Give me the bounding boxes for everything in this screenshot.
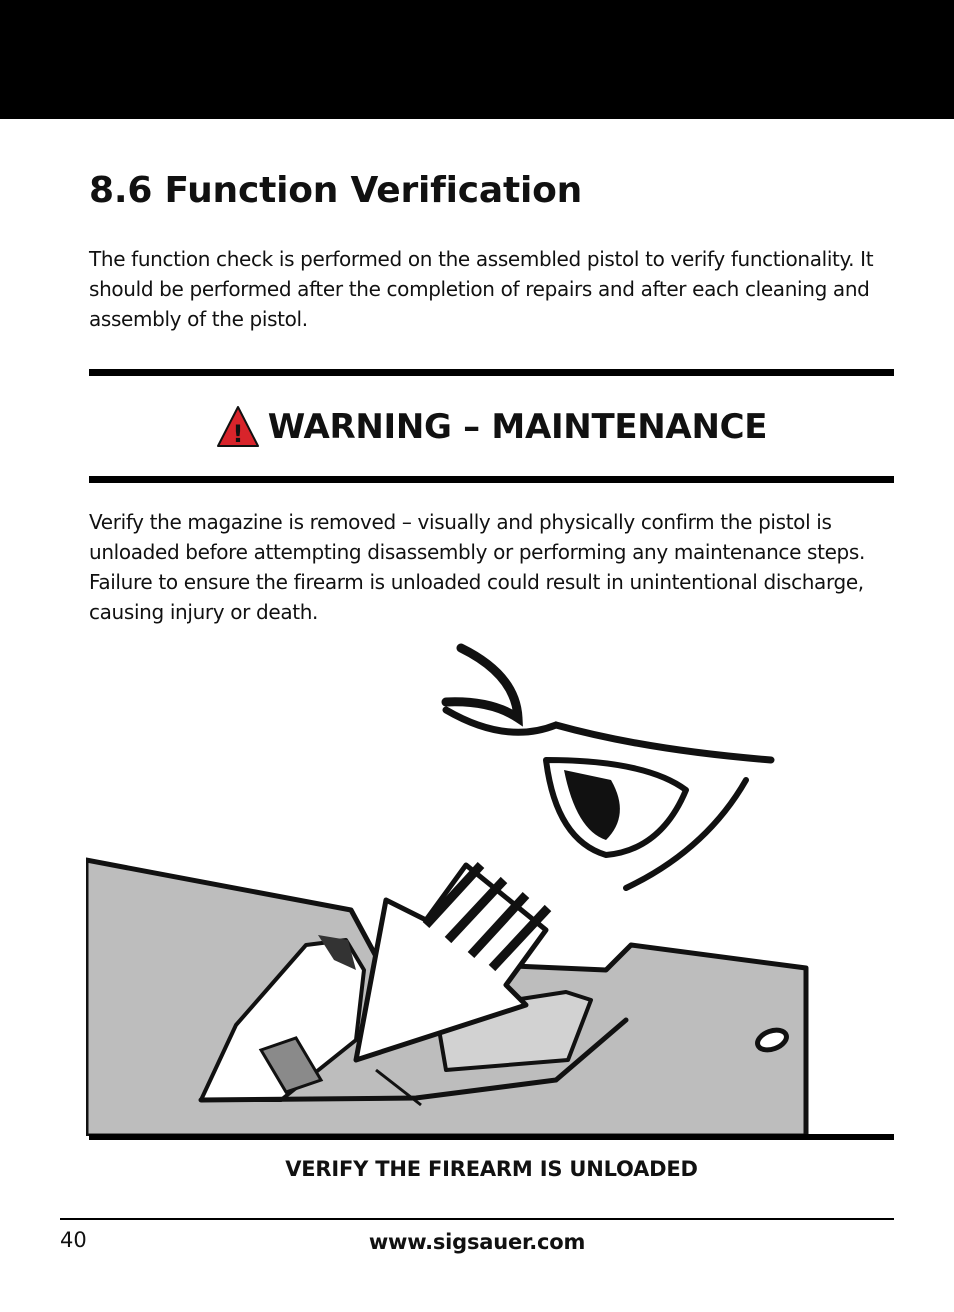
section-title: 8.6 Function Verification bbox=[89, 170, 583, 211]
warning-top-rule bbox=[89, 369, 894, 376]
warning-heading bbox=[89, 397, 894, 457]
header-bar bbox=[0, 0, 954, 119]
warning-text: Verify the magazine is removed – visually and physically confirm the pistol is unloaded before attempting disassembly or performing any maintenance steps. Failure to ensure the firearm is unloaded could result in unintentional discharge, causing injury or death. bbox=[89, 510, 865, 624]
warning-title: WARNING – MAINTENANCE bbox=[267, 407, 768, 447]
warning-triangle-icon bbox=[216, 405, 260, 449]
footer-rule bbox=[60, 1218, 894, 1220]
footer-website-link[interactable]: www.sigsauer.com bbox=[368, 1230, 586, 1254]
warning-bottom-rule bbox=[89, 476, 894, 483]
eyebrow bbox=[446, 648, 518, 718]
warning-icon-glyph: ! bbox=[232, 420, 244, 448]
figure-bottom-rule bbox=[89, 1134, 894, 1140]
eye-upper-lid bbox=[446, 710, 771, 760]
intro-paragraph: The function check is performed on the assembled pistol to verify functionality. It should be performed after the completion of repairs and after each cleaning and assembly of the pistol. bbox=[89, 247, 874, 331]
page-number: 40 bbox=[60, 1228, 87, 1252]
eye-inspecting-chamber-illustration bbox=[86, 640, 894, 1136]
figure-caption: VERIFY THE FIREARM IS UNLOADED bbox=[285, 1157, 698, 1181]
